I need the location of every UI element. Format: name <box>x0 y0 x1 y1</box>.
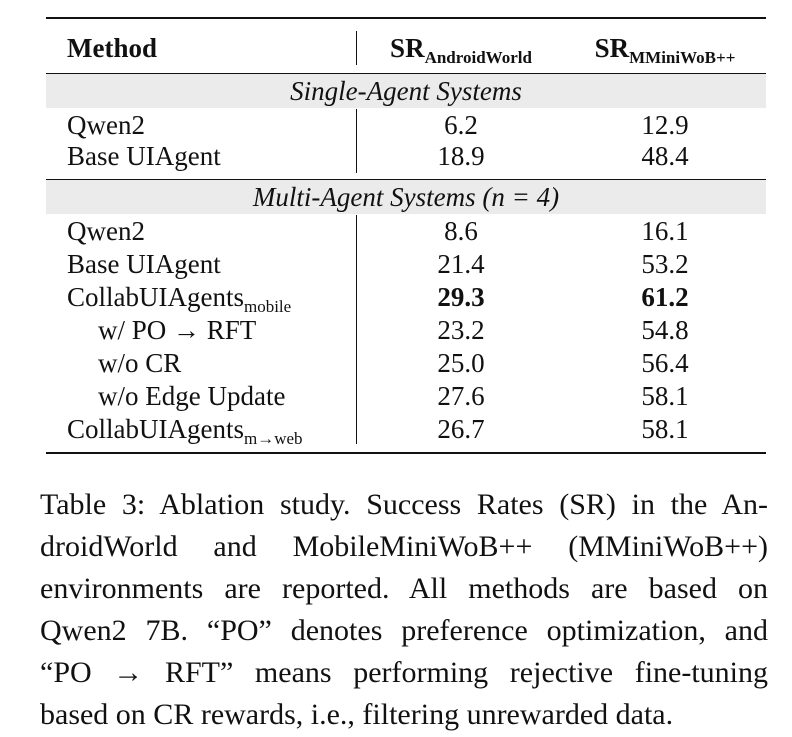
caption-line: droidWorld and MobileMiniWoB++ (MMiniWoB++) <box>40 530 768 563</box>
row-sr-androidworld: 25.0 <box>437 348 485 378</box>
header-sr-label: SR <box>390 33 425 63</box>
section-single-agent: Single-Agent Systems <box>290 76 522 106</box>
header-sr-label: SR <box>594 33 630 63</box>
row-sr-mminiwob: 16.1 <box>641 216 689 246</box>
row-method: Base UIAgent <box>67 249 221 279</box>
header-method: Method <box>67 33 157 63</box>
header-sr-mminiwob <box>582 31 748 65</box>
row-method: Qwen2 <box>67 110 145 140</box>
header-sr-androidworld <box>378 31 544 65</box>
caption-line: Table 3: Ablation study. Success Rates (SR) in the An- <box>40 488 768 521</box>
caption-line: environments are reported. All methods are based on <box>40 572 768 605</box>
caption-line: Qwen2 7B. “PO” denotes preference optimization, and <box>40 614 768 647</box>
row-sr-mminiwob-best: 61.2 <box>641 282 689 312</box>
column-separator <box>356 109 357 173</box>
column-separator <box>356 31 357 65</box>
row-sr-mminiwob: 48.4 <box>641 141 689 171</box>
row-method-subscript: mobile <box>243 297 292 316</box>
row-method: Base UIAgent <box>67 141 221 171</box>
row-sr-androidworld: 8.6 <box>444 216 478 246</box>
row-sr-mminiwob: 53.2 <box>641 249 689 279</box>
row-sr-androidworld: 18.9 <box>437 141 485 171</box>
row-method-ablation: w/o Edge Update <box>98 381 286 411</box>
row-sr-mminiwob: 56.4 <box>641 348 689 378</box>
row-method: Qwen2 <box>67 216 145 246</box>
table-caption <box>40 484 768 736</box>
row-sr-androidworld: 23.2 <box>437 315 485 345</box>
row-sr-androidworld: 27.6 <box>437 381 485 411</box>
row-sr-mminiwob: 12.9 <box>641 110 689 140</box>
header-sr-subscript: AndroidWorld <box>424 48 532 67</box>
row-method-label: CollabUIAgents <box>67 414 244 444</box>
header-sr-subscript: MMiniWoB++ <box>629 48 736 67</box>
row-method-ablation: w/ PO → RFT <box>98 315 257 345</box>
row-method-label: CollabUIAgents <box>67 282 244 312</box>
row-sr-mminiwob: 54.8 <box>641 315 689 345</box>
row-sr-mminiwob: 58.1 <box>641 414 689 444</box>
row-sr-androidworld: 21.4 <box>437 249 485 279</box>
row-method-subscript: m→web <box>243 429 303 448</box>
bottom-rule <box>46 452 766 454</box>
row-method-ablation: w/o CR <box>98 348 182 378</box>
section-multi-agent: Multi-Agent Systems (n = 4) <box>252 182 560 212</box>
row-method-collab-web <box>67 412 303 446</box>
row-sr-androidworld: 26.7 <box>437 414 485 444</box>
row-sr-androidworld: 6.2 <box>444 110 478 140</box>
row-method-collab-mobile <box>67 280 291 314</box>
row-sr-androidworld-best: 29.3 <box>437 282 485 312</box>
caption-line: “PO → RFT” means performing rejective fine-tuning <box>40 656 768 689</box>
column-separator <box>356 215 357 444</box>
row-sr-mminiwob: 58.1 <box>641 381 689 411</box>
caption-line: based on CR rewards, i.e., filtering unrewarded data. <box>40 698 674 731</box>
top-rule <box>46 17 766 19</box>
